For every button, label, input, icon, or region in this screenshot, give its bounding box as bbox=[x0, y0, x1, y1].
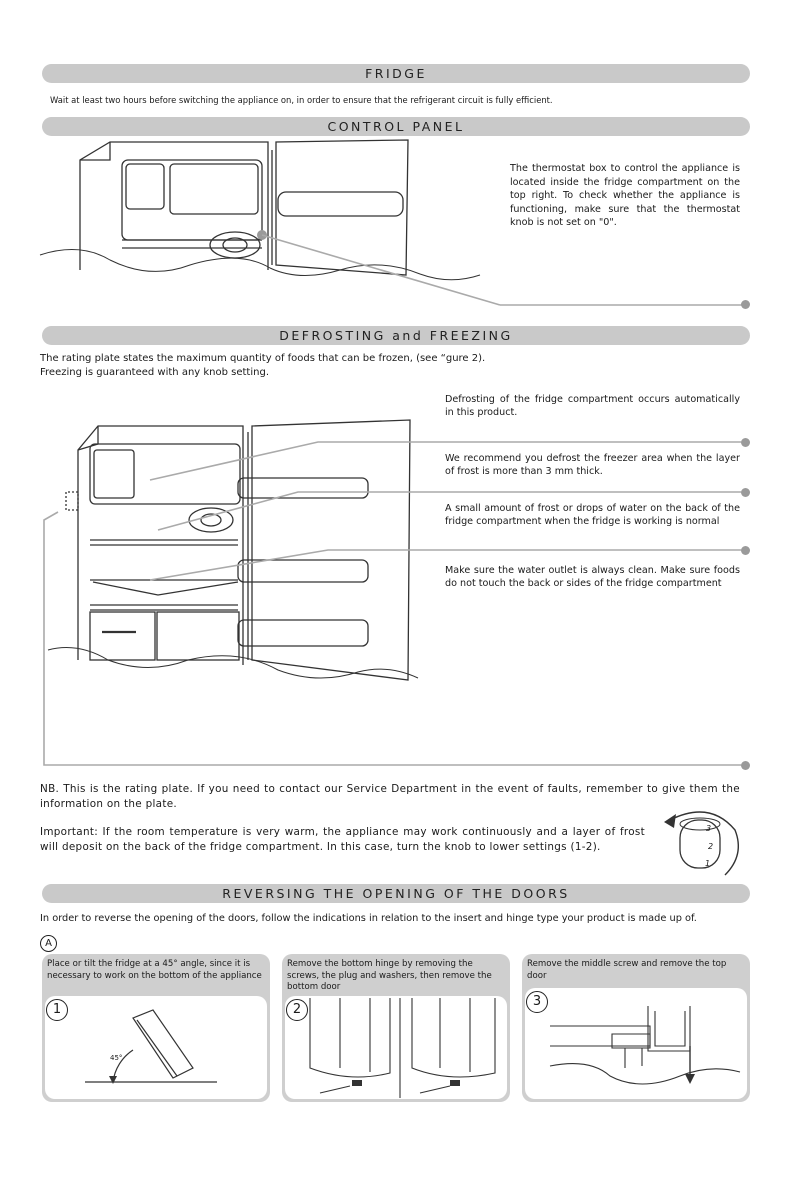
defrosting-intro-1: The rating plate states the maximum quantity of foods that can be frozen, (see “gure 2). bbox=[40, 353, 486, 364]
step-3-number: 3 bbox=[526, 991, 548, 1013]
defrosting-intro-2: Freezing is guaranteed with any knob setting. bbox=[40, 367, 269, 378]
defrosting-callout-2: We recommend you defrost the freezer area when the layer of frost is more than 3 mm thick. bbox=[445, 453, 740, 477]
step-2-bottom-hinge-illustration bbox=[300, 998, 505, 1098]
knob-label-1: 1 bbox=[705, 859, 711, 868]
defrosting-callout-4: Make sure the water outlet is always clean. Make sure foods do not touch the back or sides of the fridge compartment bbox=[445, 565, 740, 589]
step-3-middle-screw-illustration bbox=[550, 1006, 745, 1096]
step-1-number: 1 bbox=[46, 999, 68, 1021]
reversing-intro: In order to reverse the opening of the doors, follow the indications in relation to the insert and hinge type your product is made up of. bbox=[40, 913, 697, 924]
defrosting-callout-3: A small amount of frost or drops of water on the back of the fridge compartment when the fridge is working is normal bbox=[445, 503, 740, 527]
step-2-number: 2 bbox=[286, 999, 308, 1021]
callout-dot-1 bbox=[741, 438, 750, 447]
fridge-section-header: FRIDGE bbox=[42, 64, 750, 83]
rating-plate-callout-dot bbox=[741, 761, 750, 770]
callout-dot-3 bbox=[741, 546, 750, 555]
control-panel-fridge-illustration bbox=[40, 140, 480, 300]
rating-plate-note: NB. This is the rating plate. If you need to contact our Service Department in the event of faults, remember to give them the information on the plate. bbox=[40, 783, 740, 810]
step-1-tilted-fridge-illustration bbox=[85, 1010, 225, 1100]
step-2-text: Remove the bottom hinge by removing the screws, the plug and washers, then remove the bottom door bbox=[287, 959, 492, 992]
thermostat-knob-icon bbox=[650, 800, 750, 880]
fridge-note: Wait at least two hours before switching the appliance on, in order to ensure that the refrigerant circuit is fully efficient. bbox=[50, 95, 553, 105]
step-1-angle-label: 45° bbox=[110, 1054, 123, 1062]
step-3-text: Remove the middle screw and remove the top door bbox=[527, 959, 727, 981]
defrosting-callout-1: Defrosting of the fridge compartment occurs automatically in this product. bbox=[445, 394, 740, 418]
control-panel-section-header: CONTROL PANEL bbox=[42, 117, 750, 136]
defrosting-fridge-illustration bbox=[38, 420, 750, 770]
control-panel-description: The thermostat box to control the appliance is located inside the fridge compartment on the top right. To check whether the appliance is functioning, make sure that the thermostat knob is not set on "0". bbox=[510, 163, 740, 228]
section-a-label: A bbox=[40, 935, 57, 952]
step-1-text: Place or tilt the fridge at a 45° angle, since it is necessary to work on the bottom of the appliance bbox=[47, 959, 262, 981]
knob-label-3: 3 bbox=[706, 824, 712, 833]
knob-label-2: 2 bbox=[708, 842, 714, 851]
important-note: Important: If the room temperature is very warm, the appliance may work continuously and a layer of frost will deposit on the back of the fridge compartment. In this case, turn the knob to lower settings (1-2). bbox=[40, 826, 645, 853]
control-panel-callout-line bbox=[500, 303, 750, 307]
callout-dot-2 bbox=[741, 488, 750, 497]
control-panel-callout-dot bbox=[741, 300, 750, 309]
reversing-section-header: REVERSING THE OPENING OF THE DOORS bbox=[42, 884, 750, 903]
defrosting-section-header: DEFROSTING and FREEZING bbox=[42, 326, 750, 345]
